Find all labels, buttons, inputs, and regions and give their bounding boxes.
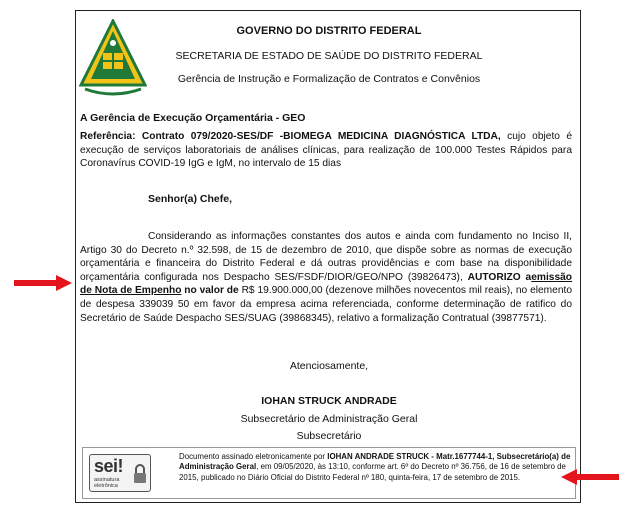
sei-logo-sub2: eletrônica <box>94 483 118 489</box>
signature-text-1: Documento assinado eletronicamente por <box>179 452 328 461</box>
electronic-signature-box <box>82 447 576 499</box>
arrow-right-icon <box>14 275 72 291</box>
body-valor-label: no valor de <box>181 285 242 297</box>
signature-text-2: , em 09/05/2020, às 13:10, conforme art. 6º do Decreto nº 36.756, de 16 de setembro de 2015, publicado no Diário Oficial do Distrito Federal nº 180, quinta-feira, 17 de setembro de 2015. <box>179 462 566 482</box>
closing: Atenciosamente, <box>289 360 369 372</box>
signature-signer: IOHAN ANDRADE STRUCK - Matr.1677744-1, Subsecretário(a) de Administração Geral <box>179 452 571 472</box>
sei-logo-word: sei! <box>94 456 124 476</box>
lock-icon <box>132 463 148 485</box>
signature-text <box>179 452 571 483</box>
sei-logo-subtitle <box>94 477 119 489</box>
header-department: Gerência de Instrução e Formalização de Contratos e Convênios <box>177 73 481 85</box>
reference-paragraph <box>80 130 572 171</box>
salutation: Senhor(a) Chefe, <box>148 193 233 205</box>
signer-role: Subsecretário de Administração Geral <box>240 413 418 425</box>
header-secretariat: SECRETARIA DE ESTADO DE SAÚDE DO DISTRITO FEDERAL <box>175 50 483 62</box>
document-page <box>75 10 581 503</box>
arrow-left-icon <box>561 469 619 485</box>
body-part1: Considerando as informações constantes dos autos e ainda com fundamento no Inciso II, Artigo 30 do Decreto n.º 32.598, de 15 de dezembro de 2010, que dispõe sobre as normas de execução orçamentária e financeira do Distrito Federal e dá outras providências e com base na disponibilidade orçamentária configurada nos Despacho SES/FSDF/DIOR/GEO/NPO (39826473), <box>80 231 572 283</box>
body-paragraph <box>80 230 572 325</box>
body-autorizo: AUTORIZO a <box>467 271 532 283</box>
header-government: GOVERNO DO DISTRITO FEDERAL <box>236 25 422 37</box>
sei-logo-sub1: assinatura <box>94 477 120 483</box>
body-part2: R$ 19.900.000,00 (dezenove milhões novecentos mil reais), no elemento de despesa 339039 50 em favor da empresa acima referenciada, conforme determinação de ratifico do Secretário de Saúde Despacho SES/SUAG (39868345), relativo a formalização Contratual (39877571). <box>80 285 572 324</box>
reference-label: Referência: Contrato 079/2020-SES/DF -BIOMEGA MEDICINA DIAGNÓSTICA LTDA, <box>80 131 501 142</box>
signer-name: IOHAN STRUCK ANDRADE <box>261 395 397 407</box>
signer-title: Subsecretário <box>296 430 362 442</box>
body-emissao: emissão de Nota de Empenho <box>80 271 572 297</box>
sei-logo <box>89 454 151 492</box>
addressee: A Gerência de Execução Orçamentária - GEO <box>80 112 306 124</box>
reference-text: cujo objeto é execução de serviços laboratoriais de análises clínicas, para realização de 100.000 Testes Rápidos para Coronavírus COVID-19 IgG e IgM, no intervalo de 15 dias <box>80 131 572 169</box>
